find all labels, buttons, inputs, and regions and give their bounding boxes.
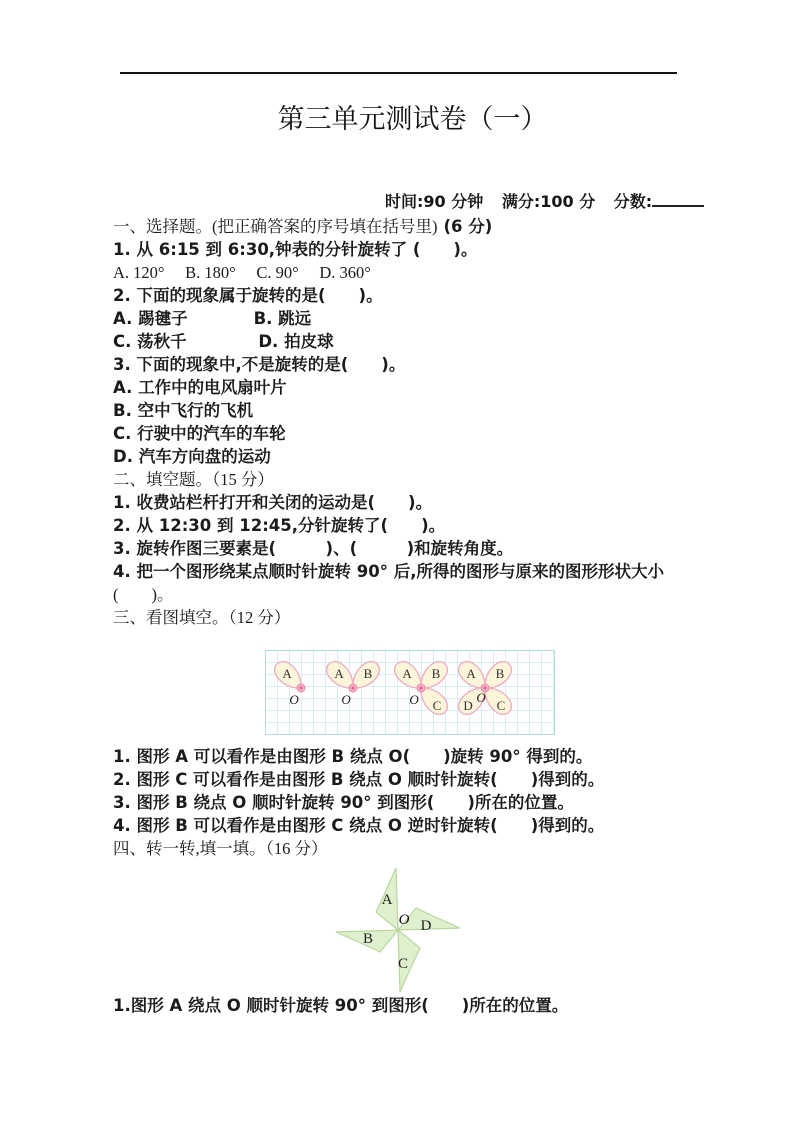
section4-heading: 四、转一转,填一填。（16 分） xyxy=(113,839,328,858)
s2-fill-4-line2: ( )。 xyxy=(113,585,174,604)
s2-fill-3: 3. 旋转作图三要素是( )、( )和旋转角度。 xyxy=(113,539,514,558)
petal-label-a: A xyxy=(282,666,292,681)
section1-points: (6 分) xyxy=(443,217,493,236)
flower-center-dot xyxy=(419,686,422,689)
meta-time: 时间:90 分钟 xyxy=(385,192,484,211)
petal-label-d: D xyxy=(463,698,473,713)
s1-question-3-option-c: C. 行驶中的汽车的车轮 xyxy=(113,424,286,443)
pinwheel-figure xyxy=(325,862,495,994)
blade-label-d: D xyxy=(420,918,432,934)
section1-heading xyxy=(113,215,733,238)
petal-label-a: A xyxy=(334,666,344,681)
s1-question-1-options: A. 120° B. 180° C. 90° D. 360° xyxy=(113,263,371,282)
petal-label-b: B xyxy=(363,666,373,681)
s2-fill-2: 2. 从 12:30 到 12:45,分针旋转了( )。 xyxy=(113,516,446,535)
section2-heading: 二、填空题。（15 分） xyxy=(113,470,274,489)
petal-label-b: B xyxy=(495,666,505,681)
s1-question-3-option-d: D. 汽车方向盘的运动 xyxy=(113,447,271,466)
blade-label-a: A xyxy=(381,892,393,908)
blade-label-b: B xyxy=(362,931,374,947)
center-label-o: O xyxy=(476,690,486,705)
meta-full-score: 满分:100 分 xyxy=(501,192,596,211)
petal-label-a: A xyxy=(402,666,412,681)
center-label-o: O xyxy=(409,692,419,707)
center-label-o: O xyxy=(341,692,351,707)
s3-question-2: 2. 图形 C 可以看作是由图形 B 绕点 O 顺时针旋转( )得到的。 xyxy=(113,770,605,789)
s1-question-3-option-b: B. 空中飞行的飞机 xyxy=(113,401,254,420)
s1-question-2-options-ab: A. 踢毽子 B. 跳远 xyxy=(113,309,312,328)
s2-fill-4-line1: 4. 把一个图形绕某点顺时针旋转 90° 后,所得的图形与原来的图形形状大小 xyxy=(113,562,664,581)
flower-rotation-grid-figure xyxy=(265,650,555,735)
s1-question-1: 1. 从 6:15 到 6:30,钟表的分针旋转了 ( )。 xyxy=(113,240,478,259)
petal-label-b: B xyxy=(431,666,441,681)
page-title: 第三单元测试卷（一） xyxy=(277,104,548,134)
s2-fill-1: 1. 收费站栏杆打开和关闭的运动是( )。 xyxy=(113,493,433,512)
top-rule xyxy=(120,72,677,74)
section3-heading: 三、看图填空。（12 分） xyxy=(113,608,291,627)
s1-question-2-options-cd: C. 荡秋千 D. 拍皮球 xyxy=(113,332,334,351)
flower-center-dot xyxy=(299,686,302,689)
s3-question-1: 1. 图形 A 可以看作是由图形 B 绕点 O( )旋转 90° 得到的。 xyxy=(113,747,593,766)
petal-label-c: C xyxy=(432,698,442,713)
petal-label-c: C xyxy=(496,698,506,713)
s1-question-3: 3. 下面的现象中,不是旋转的是( )。 xyxy=(113,355,406,374)
s1-question-3-option-a: A. 工作中的电风扇叶片 xyxy=(113,378,287,397)
s3-question-4: 4. 图形 B 可以看作是由图形 C 绕点 O 逆时针旋转( )得到的。 xyxy=(113,816,605,835)
section1-heading-text: 一、选择题。(把正确答案的序号填在括号里) xyxy=(113,217,438,236)
blade-label-c: C xyxy=(397,956,409,972)
s1-question-2: 2. 下面的现象属于旋转的是( )。 xyxy=(113,286,383,305)
pinwheel-center-label-o: O xyxy=(398,912,410,928)
meta-score-label: 分数: xyxy=(613,192,653,211)
meta-line xyxy=(385,192,704,212)
center-label-o: O xyxy=(289,692,299,707)
flower-center-dot xyxy=(351,686,354,689)
s4-question-1: 1.图形 A 绕点 O 顺时针旋转 90° 到图形( )所在的位置。 xyxy=(113,996,569,1015)
score-blank-line xyxy=(652,192,704,207)
s3-question-3: 3. 图形 B 绕点 O 顺时针旋转 90° 到图形( )所在的位置。 xyxy=(113,793,574,812)
paper-body xyxy=(113,215,733,1017)
petal-label-a: A xyxy=(466,666,476,681)
